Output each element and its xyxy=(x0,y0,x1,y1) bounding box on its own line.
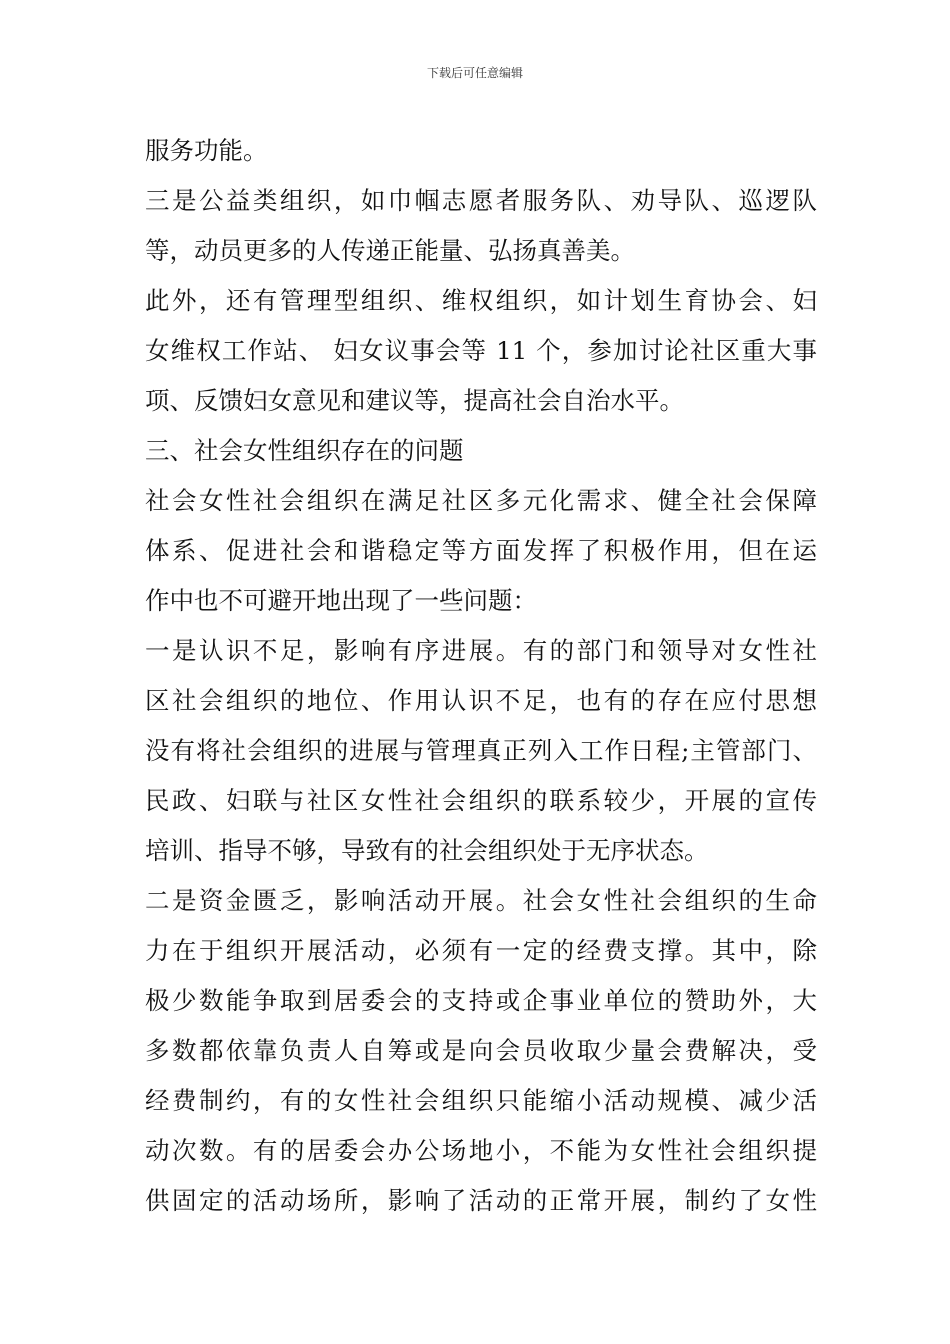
text-line: 二是资金匮乏，影响活动开展。社会女性社会组织的生命 xyxy=(145,886,817,915)
text-line: 区社会组织的地位、作用认识不足，也有的存在应付思想 xyxy=(145,686,817,715)
text-line: 经费制约，有的女性社会组织只能缩小活动规模、减少活 xyxy=(145,1086,817,1115)
text-line: 等，动员更多的人传递正能量、弘扬真善美。 xyxy=(145,236,635,265)
text-line: 社会女性社会组织在满足社区多元化需求、健全社会保障 xyxy=(145,486,817,515)
text-line: 供固定的活动场所，影响了活动的正常开展，制约了女性 xyxy=(145,1186,817,1215)
text-line: 动次数。有的居委会办公场地小，不能为女性社会组织提 xyxy=(145,1136,817,1165)
text-line: 培训、指导不够，导致有的社会组织处于无序状态。 xyxy=(145,836,709,865)
text-line: 没有将社会组织的进展与管理真正列入工作日程;主管部门、 xyxy=(145,736,817,765)
text-line: 三、社会女性组织存在的问题 xyxy=(145,436,464,465)
text-line: 三是公益类组织，如巾帼志愿者服务队、劝导队、巡逻队 xyxy=(145,186,817,215)
text-line: 多数都依靠负责人自筹或是向会员收取少量会费解决，受 xyxy=(145,1036,817,1065)
text-line: 民政、妇联与社区女性社会组织的联系较少，开展的宣传 xyxy=(145,786,817,815)
text-line: 一是认识不足，影响有序进展。有的部门和领导对女性社 xyxy=(145,636,817,665)
text-line: 体系、促进社会和谐稳定等方面发挥了积极作用，但在运 xyxy=(145,536,817,565)
text-line: 力在于组织开展活动，必须有一定的经费支撑。其中，除 xyxy=(145,936,817,965)
text-line: 作中也不可避开地出现了一些问题： xyxy=(145,586,537,615)
text-line: 项、反馈妇女意见和建议等，提高社会自治水平。 xyxy=(145,386,684,415)
text-line: 女维权工作站、 妇女议事会等 11 个，参加讨论社区重大事 xyxy=(145,336,817,365)
page-header: 下载后可任意编辑 xyxy=(426,66,523,80)
text-line: 此外，还有管理型组织、维权组织，如计划生育协会、妇 xyxy=(145,286,817,315)
text-line: 服务功能。 xyxy=(145,136,268,165)
text-line: 极少数能争取到居委会的支持或企事业单位的赞助外，大 xyxy=(145,986,817,1015)
body-text xyxy=(145,126,817,1226)
